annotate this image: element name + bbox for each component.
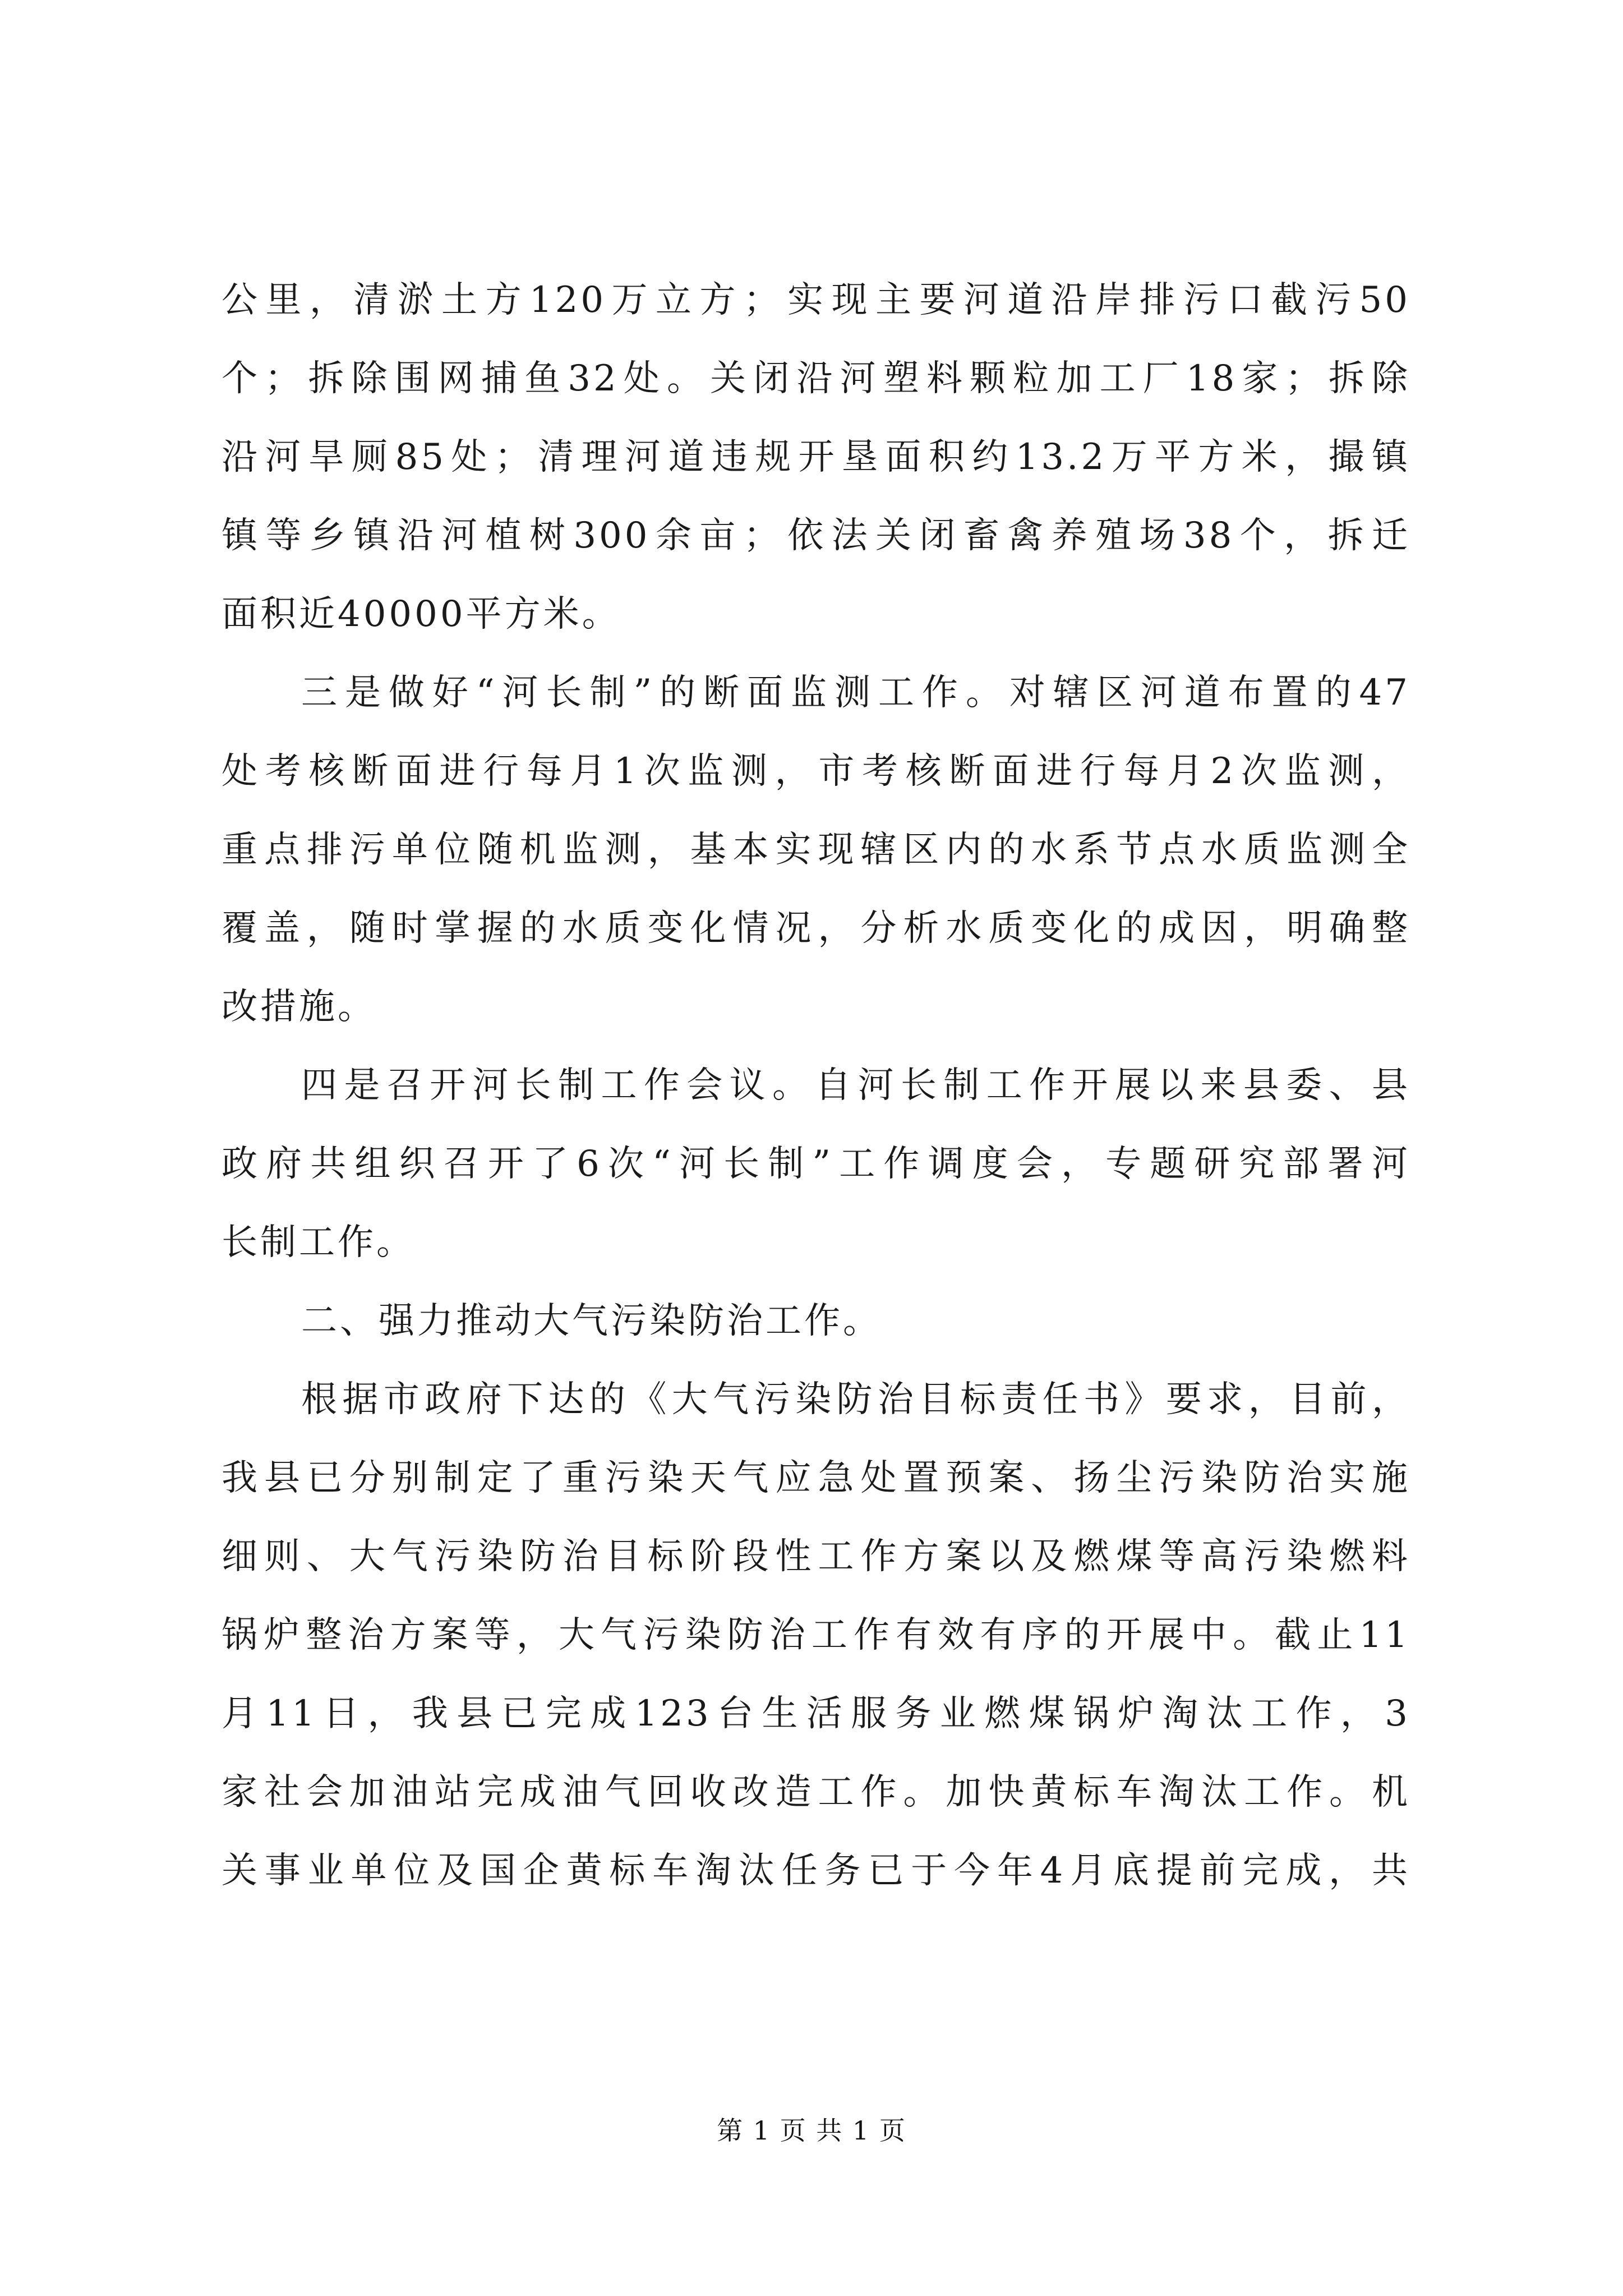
page-footer bbox=[0, 2108, 1623, 2153]
text-line: 沿河旱厕85处；清理河道违规开垦面积约13.2万平方米，撮镇 bbox=[222, 436, 1410, 478]
text-line: 锅炉整治方案等，大气污染防治工作有效有序的开展中。截止11 bbox=[222, 1614, 1410, 1656]
text-line: 公里，清淤土方120万立方；实现主要河道沿岸排污口截污50 bbox=[222, 279, 1410, 321]
paragraph-first-line: 三是做好“河长制”的断面监测工作。对辖区河道布置的47 bbox=[301, 672, 1410, 714]
text-line: 覆盖，随时掌握的水质变化情况，分析水质变化的成因，明确整 bbox=[222, 908, 1410, 949]
text-line: 长制工作。 bbox=[222, 1222, 415, 1263]
section-heading: 二、强力推动大气污染防治工作。 bbox=[301, 1300, 882, 1342]
text-line: 处考核断面进行每月1次监测，市考核断面进行每月2次监测， bbox=[222, 751, 1410, 792]
document-body bbox=[222, 261, 1410, 1910]
text-line: 关事业单位及国企黄标车淘汰任务已于今年4月底提前完成，共 bbox=[222, 1850, 1410, 1892]
paragraph-first-line: 四是召开河长制工作会议。自河长制工作开展以来县委、县 bbox=[301, 1065, 1410, 1106]
text-line: 面积近40000平方米。 bbox=[222, 593, 621, 635]
paragraph-first-line: 根据市政府下达的《大气污染防治目标责任书》要求，目前， bbox=[301, 1379, 1410, 1420]
text-line: 细则、大气污染防治目标阶段性工作方案以及燃煤等高污染燃料 bbox=[222, 1536, 1410, 1577]
page-number-label: 第 1 页 共 1 页 bbox=[717, 2115, 906, 2146]
text-line: 改措施。 bbox=[222, 986, 376, 1028]
text-line: 月11日，我县已完成123台生活服务业燃煤锅炉淘汰工作，3 bbox=[222, 1693, 1410, 1734]
text-line: 我县已分别制定了重污染天气应急处置预案、扬尘污染防治实施 bbox=[222, 1457, 1410, 1499]
text-line: 个；拆除围网捕鱼32处。关闭沿河塑料颗粒加工厂18家；拆除 bbox=[222, 358, 1410, 399]
text-line: 政府共组织召开了6次“河长制”工作调度会，专题研究部署河 bbox=[222, 1143, 1410, 1185]
text-line: 重点排污单位随机监测，基本实现辖区内的水系节点水质监测全 bbox=[222, 829, 1410, 871]
text-line: 家社会加油站完成油气回收改造工作。加快黄标车淘汰工作。机 bbox=[222, 1772, 1410, 1813]
text-line: 镇等乡镇沿河植树300余亩；依法关闭畜禽养殖场38个，拆迁 bbox=[222, 515, 1410, 556]
